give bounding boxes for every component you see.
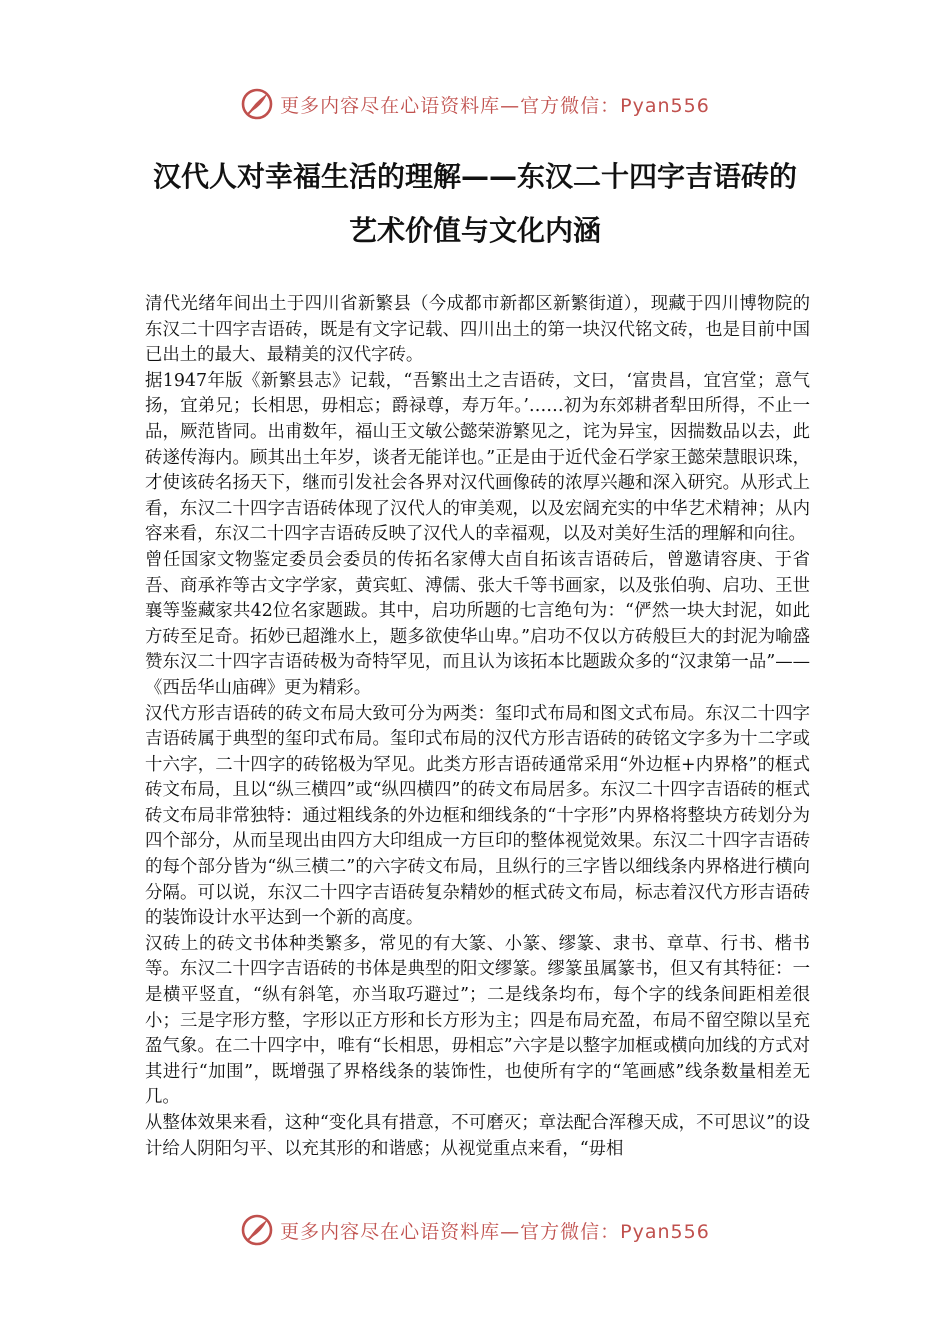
watermark-text: 更多内容尽在心语资料库—官方微信：Pyan556 (280, 94, 710, 117)
paragraph-5: 汉砖上的砖文书体种类繁多，常见的有大篆、小篆、缪篆、隶书、章草、行书、楷书等。东汉二十四字吉语砖的书体是典型的阳文缪篆。缪篆虽属篆书，但又有其特征：一是横平竖直，“纵有斜笔，亦当取巧避过”；二是线条均布，每个字的线条间距相差很小；三是字形方整，字形以正方形和长方形为主；四是布局充盈，布局不留空隙以呈充盈气象。在二十四字中，唯有“长相思，毋相忘”六字是以整字加框或横向加线的方式对其进行“加围”，既增强了界格线条的装饰性，也使所有字的“笔画感”线条数量相差无几。 (145, 933, 810, 1108)
page-title (100, 150, 850, 258)
paragraph-4: 汉代方形吉语砖的砖文布局大致可分为两类：玺印式布局和图文式布局。东汉二十四字吉语砖属于典型的玺印式布局。玺印式布局的汉代方形吉语砖的砖铭文字多为十二字或十六字，二十四字的砖铭极为罕见。此类方形吉语砖通常采用“外边框+内界格”的框式砖文布局，且以“纵三横四”或“纵四横四”的砖文布局居多。东汉二十四字吉语砖的框式砖文布局非常独特：通过粗线条的外边框和细线条的“十字形”内界格将整块方砖划分为四个部分，从而呈现出由四方大印组成一方巨印的整体视觉效果。东汉二十四字吉语砖的每个部分皆为“纵三横二”的六字砖文布局，且纵行的三字皆以细线条内界格进行横向分隔。可以说，东汉二十四字吉语砖复杂精妙的框式砖文布局，标志着汉代方形吉语砖的装饰设计水平达到一个新的高度。 (145, 703, 810, 929)
title-line-1: 汉代人对幸福生活的理解——东汉二十四字吉语砖的 (152, 160, 797, 193)
footer-watermark-banner (0, 1210, 950, 1250)
quill-logo-icon (240, 1213, 274, 1247)
paragraph-6: 从整体效果来看，这种“变化具有措意，不可磨灭；章法配合浑穆天成，不可思议”的设计给人阴阳匀平、以充其形的和谐感；从视觉重点来看，“毋相 (145, 1113, 810, 1159)
paragraph-1: 清代光绪年间出土于四川省新繁县（今成都市新都区新繁街道），现藏于四川博物院的东汉二十四字吉语砖，既是有文字记载、四川出土的第一块汉代铭文砖，也是目前中国已出土的最大、最精美的汉代字砖。 (145, 294, 810, 366)
quill-logo-icon (240, 87, 274, 121)
title-line-2: 艺术价值与文化内涵 (348, 214, 601, 247)
article-body (145, 292, 810, 1162)
paragraph-3: 曾任国家文物鉴定委员会委员的传拓名家傅大卣自拓该吉语砖后，曾邀请容庚、于省吾、商承祚等古文字学家，黄宾虹、溥儒、张大千等书画家，以及张伯驹、启功、王世襄等鉴藏家共42位名家题跋。其中，启功所题的七言绝句为：“俨然一块大封泥，如此方砖至足奇。拓妙已超潍水上，题多欲使华山卑。”启功不仅以方砖般巨大的封泥为喻盛赞东汉二十四字吉语砖极为奇特罕见，而且认为该拓本比题跋众多的“汉隶第一品”——《西岳华山庙碑》更为精彩。 (145, 549, 810, 698)
header-watermark-banner (0, 84, 950, 124)
paragraph-2: 据1947年版《新繁县志》记载，“吾繁出土之吉语砖，文曰，‘富贵昌，宜宫堂；意气扬，宜弟兄；长相思，毋相忘；爵禄尊，寿万年。’……初为东郊耕者犁田所得，不止一品，厥范皆同。出甫数年，福山王文敏公懿荣游繁见之，诧为异宝，因揣数品以去，此砖遂传海内。顾其出土年岁，谈者无能详也。”正是由于近代金石学家王懿荣慧眼识珠，才使该砖名扬天下，继而引发社会各界对汉代画像砖的浓厚兴趣和深入研究。从形式上看，东汉二十四字吉语砖体现了汉代人的审美观，以及宏阔充实的中华艺术精神；从内容来看，东汉二十四字吉语砖反映了汉代人的幸福观，以及对美好生活的理解和向往。 (145, 370, 810, 545)
watermark-text: 更多内容尽在心语资料库—官方微信：Pyan556 (280, 1220, 710, 1243)
